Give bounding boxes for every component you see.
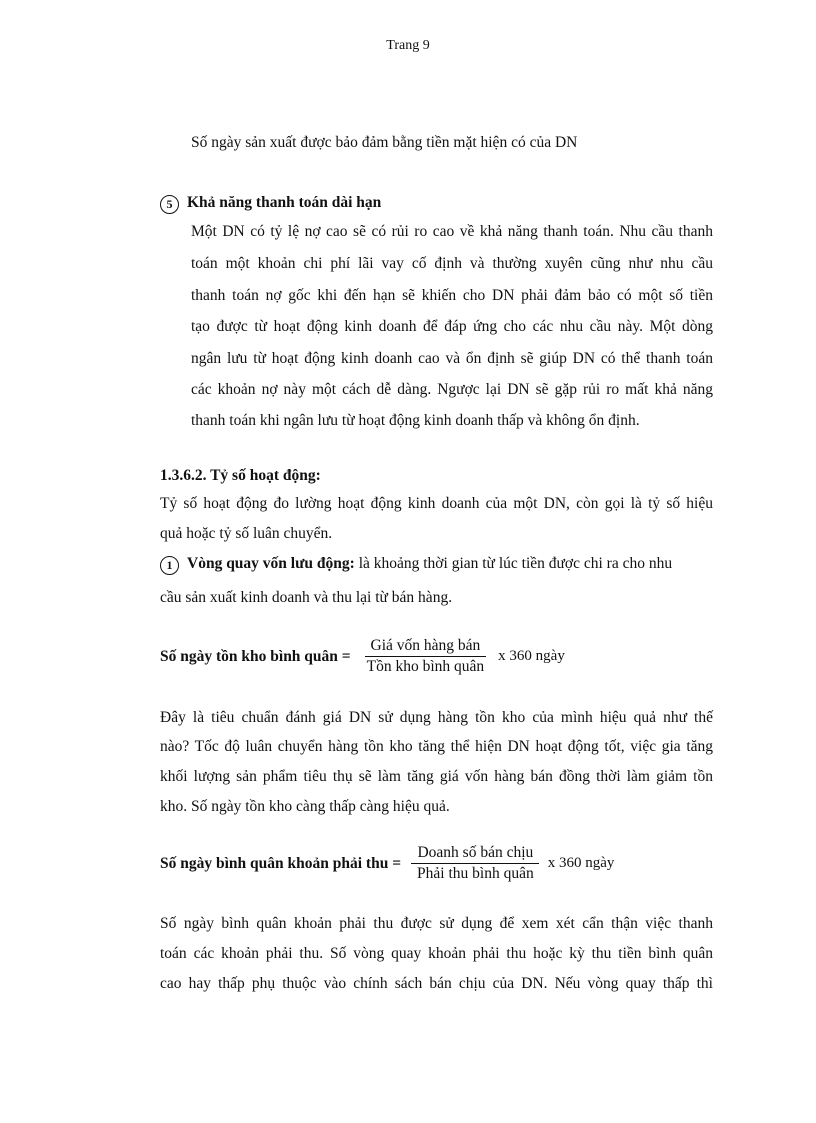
formula-fraction (361, 637, 491, 676)
inventory-paragraph-line: khối lượng sản phẩm tiêu thụ sẽ làm tăng giá vốn hàng bán đồng thời làm giảm tồn (160, 768, 713, 785)
inventory-paragraph-line: nào? Tốc độ luân chuyển hàng tồn kho tăng thể hiện DN hoạt động tốt, việc gia tăng (160, 738, 713, 755)
formula-lhs: Số ngày tồn kho bình quân = (160, 647, 351, 665)
receivables-paragraph-line: toán các khoản phải thu. Số vòng quay khoản phải thu hoặc kỳ thu tiền bình quân (160, 945, 713, 962)
formula-denominator: Phải thu bình quân (417, 865, 534, 882)
section-5-line: thanh toán nợ gốc khi đến hạn sẽ khiến cho DN phải đảm bảo có một số tiền (191, 287, 713, 304)
section-1362-intro-line: Tỷ số hoạt động đo lường hoạt động kinh doanh của một DN, còn gọi là tỷ số hiệu (160, 495, 713, 512)
formula-numerator: Doanh số bán chịu (411, 844, 539, 864)
formula-multiplier: x 360 ngày (547, 855, 615, 871)
item-1-text: là khoảng thời gian từ lúc tiền được chi ra cho nhu (354, 555, 673, 572)
intro-line: Số ngày sản xuất được bảo đảm bằng tiền mặt hiện có của DN (191, 134, 578, 151)
formula-lhs: Số ngày bình quân khoản phải thu = (160, 854, 402, 872)
section-5-line: tạo được từ hoạt động kinh doanh để đáp ứng cho các nhu cầu này. Một dòng (191, 318, 713, 335)
item-1-title: Vòng quay vốn lưu động: (187, 555, 355, 572)
formula-multiplier: x 360 ngày (498, 648, 565, 664)
page-header: Trang 9 (386, 38, 430, 53)
formula-receivable-days (160, 844, 614, 883)
section-5-line: Một DN có tỷ lệ nợ cao sẽ có rủi ro cao về khả năng thanh toán. Nhu cầu thanh (191, 223, 713, 240)
formula-fraction (411, 844, 540, 883)
circled-number-5-icon: 5 (160, 195, 179, 214)
inventory-paragraph-line: kho. Số ngày tồn kho càng thấp càng hiệu quả. (160, 798, 450, 815)
receivables-paragraph-line: cao hay thấp phụ thuộc vào chính sách bán chịu của DN. Nếu vòng quay thấp thì (160, 975, 713, 992)
section-5-title: Khả năng thanh toán dài hạn (187, 194, 382, 211)
formula-denominator: Tồn kho bình quân (366, 658, 485, 675)
section-5-line: toán một khoản chi phí lãi vay cố định và thường xuyên cũng như nhu cầu (191, 255, 713, 272)
formula-inventory-days (160, 637, 565, 676)
formula-numerator: Giá vốn hàng bán (365, 637, 487, 657)
section-1362-heading: 1.3.6.2. Tỷ số hoạt động: (160, 467, 321, 484)
receivables-paragraph-line: Số ngày bình quân khoản phải thu được sử dụng để xem xét cẩn thận việc thanh (160, 915, 713, 932)
section-5-line: ngân lưu từ hoạt động kinh doanh cao và ổn định sẽ giúp DN có thể thanh toán (191, 350, 713, 367)
section-5-line: thanh toán khi ngân lưu từ hoạt động kinh doanh thấp và không ổn định. (191, 412, 640, 429)
inventory-paragraph-line: Đây là tiêu chuẩn đánh giá DN sử dụng hàng tồn kho của mình hiệu quả như thế (160, 709, 713, 726)
section-5-heading (160, 193, 381, 214)
section-5-line: các khoản nợ này một cách dễ dàng. Ngược lại DN sẽ gặp rủi ro mất khả năng (191, 381, 713, 398)
section-1362-intro-line: quả hoặc tỷ số luân chuyển. (160, 525, 333, 542)
item-1-line-2: cầu sản xuất kinh doanh và thu lại từ bán hàng. (160, 589, 453, 606)
circled-number-1-icon: 1 (160, 556, 179, 575)
item-1-line (160, 554, 713, 575)
